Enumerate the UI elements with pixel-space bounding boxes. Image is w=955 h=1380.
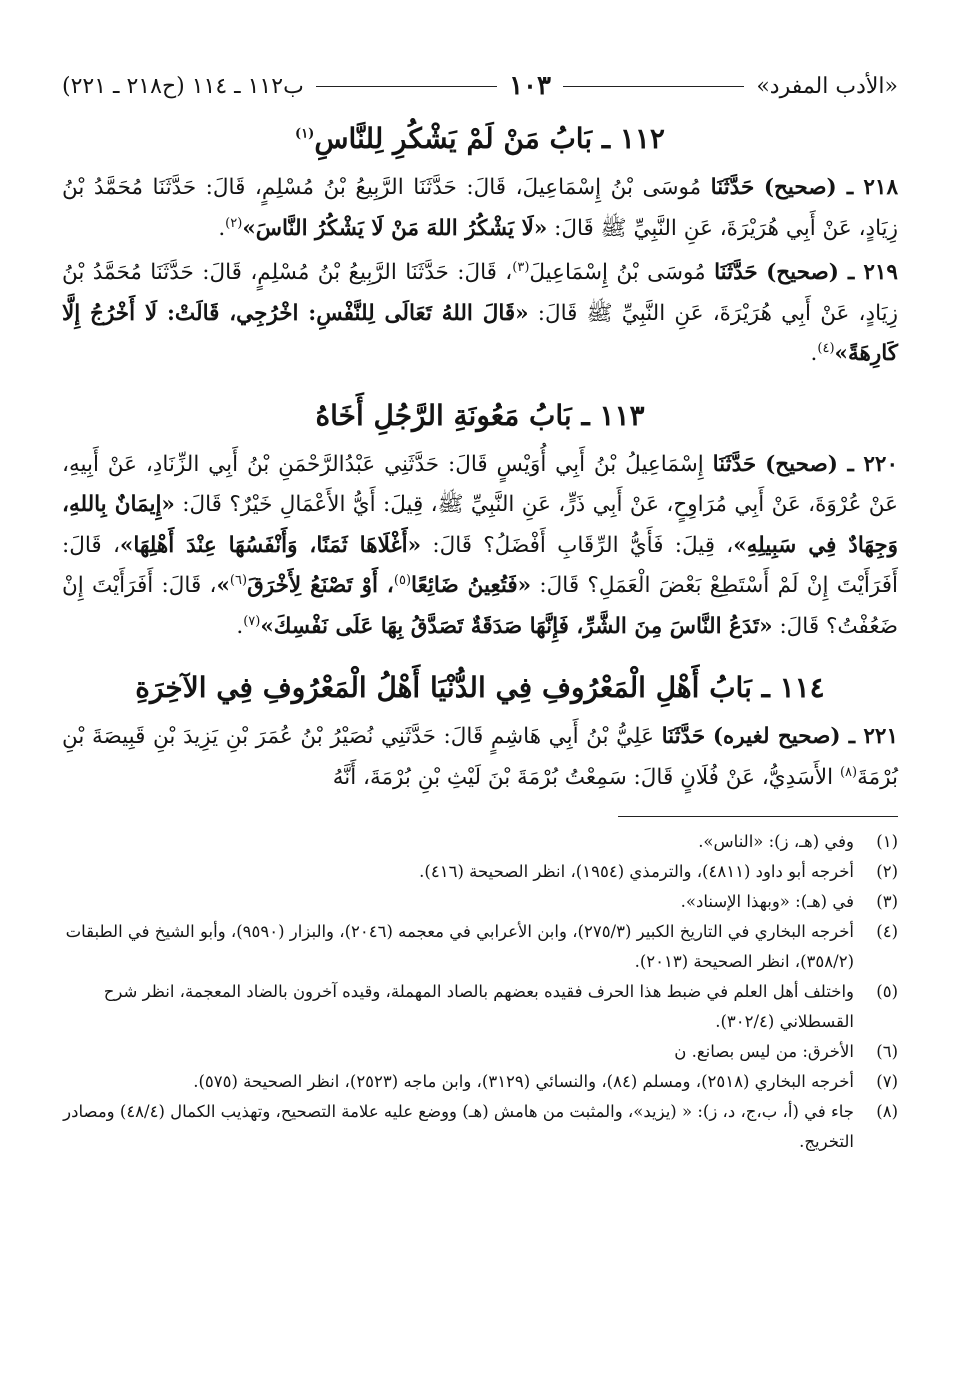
hadith-number-grade: ٢٢٠ ـ (صحيح) [765,451,898,477]
footnote-ref-5: (٥) [393,572,412,588]
matn: «قَالَ اللهُ تَعَالَى لِلنَّفْسِ: اخْرُجِي، قَالَتْ: لَا أَخْرُجُ إِلَّا كَارِهَةً» [62,300,898,366]
book-page [62,66,898,1157]
hadith-220: ٢٢٠ ـ (صحيح) حَدَّثَنَا إِسْمَاعِيلُ بْنُ أَبِي أُوَيْسٍ قَالَ: حَدَّثَنِي عَبْدُالرَّحْمَنِ بْنُ أَبِي الزِّنَادِ، عَنْ أَبِيهِ، عَنْ عُرْوَةَ، عَنْ أَبِي مُرَاوِحٍ، عَنْ أَبِي ذَرٍّ، عَنِ النَّبِيِّ ﷺ، قِيلَ: أَيُّ الأَعْمَالِ خَيْرٌ؟ قَالَ: «إِيمَانٌ بِاللهِ، وَجِهَادٌ فِي سَبِيلِهِ»، قِيلَ: فَأَيُّ الرِّقَابِ أَفْضَلُ؟ قَالَ: «أَغْلَاهَا ثَمَنًا، وَأَنْفَسُهَا عِنْدَ أَهْلِهَا»، قَالَ: أَفَرَأَيْتَ إِنْ لَمْ أَسْتَطِعْ بَعْضَ الْعَمَلِ؟ قَالَ: «فَتُعِينُ ضَائِعًا$^{(٥)}$، أَوْ تَصْنَعُ لِأَخْرَقَ$^{(٦)}$»، قَالَ: أَفَرَأَيْتَ إِنْ ضَعُفْتُ؟ قَالَ: «تَدَعُ النَّاسَ مِنَ الشَّرِّ، فَإِنَّهَا صَدَقَةٌ تَصَدَّقُ بِهَا عَلَى نَفْسِكَ»$^{(٧)}$. [62,451,899,639]
footnote: (٢) أخرجه أبو داود (٤٨١١)، والترمذي (١٩٥٤)، انظر الصحيحة (٤١٦). [419,862,898,881]
page-number: ١٠٣ [509,71,551,101]
hadith-221: ٢٢١ ـ (صحيح لغيره) حَدَّثَنَا عَلِيُّ بْنُ أَبِي هَاشِمٍ قَالَ: حَدَّثَنِي نُصَيْرُ بْنُ عُمَرَ بْنِ يَزِيدَ بْنِ قَبِيصَةَ بْنِ بُرْمَةَ$^{(٨)}$ الأَسَدِيُّ، عَنْ فُلَانٍ قَالَ: سَمِعْتُ بُرْمَةَ بْنَ لَيْثِ بْنِ بُرْمَةَ، أَنَّهُ [62,724,898,790]
isnad: إِسْمَاعِيلُ بْنُ أَبِي أُوَيْسٍ قَالَ: حَدَّثَنِي عَبْدُالرَّحْمَنِ بْنُ أَبِي الزِّنَادِ، عَنْ أَبِيهِ، عَنْ عُرْوَةَ، عَنْ أَبِي مُرَاوِحٍ، عَنْ أَبِي ذَرٍّ، عَنِ النَّبِيِّ ﷺ، قِيلَ: أَيُّ الأَعْمَالِ خَيْرٌ؟ قَالَ: [62,451,898,517]
footnote-ref-2: (٢) [225,215,243,231]
footnote-ref-8: (٨) [839,764,858,780]
footnote: (٨) جاء في (أ، ب،ج، د، ز): « (يزيد»، والمثبت من هامش (هـ) ووضع عليه علامة التصحيح، وتهذيب الكمال (٤٨/٤) ومصادر التخريج. [63,1102,898,1151]
footnote: (٤) أخرجه البخاري في التاريخ الكبير (٢٧٥/٣)، وابن الأعرابي في معجمه (٢٠٤٦)، والبزار (٩٥٩٠)، وأبو الشيخ في الطبقات (٣٥٨/٢)، انظر الصحيحة (٢٠١٣). [65,922,898,971]
isnad: مُوسَى بْنُ إِسْمَاعِيلَ [529,260,706,285]
isnad: مُوسَى بْنُ إِسْمَاعِيلَ، قَالَ: حَدَّثَنَا الرَّبِيعُ بْنُ مُسْلِمٍ، قَالَ: حَدَّثَنَا مُحَمَّدُ بْنُ زِيَادٍ، عَنْ أَبِي هُرَيْرَةَ، عَنِ النَّبِيِّ ﷺ قَالَ: [62,175,898,241]
footnotes [62,827,898,1157]
hadith-219: ٢١٩ ـ (صحيح) حَدَّثَنَا مُوسَى بْنُ إِسْمَاعِيلَ$^{(٣)}$، قَالَ: حَدَّثَنَا الرَّبِيعُ بْنُ مُسْلِمٍ، قَالَ: حَدَّثَنَا مُحَمَّدُ بْنُ زِيَادٍ، عَنْ أَبِي هُرَيْرَةَ، عَنِ النَّبِيِّ ﷺ قَالَ: «قَالَ اللهُ تَعَالَى لِلنَّفْسِ: اخْرُجِي، قَالَتْ: لَا أَخْرُجُ إِلَّا كَارِهَةً»$^{(٤)}$. [62,259,898,366]
footnote: (٦) الأخرق: من ليس بصانع. ن [674,1042,898,1061]
isnad: عَلِيُّ بْنُ أَبِي هَاشِمٍ قَالَ: حَدَّثَنِي نُصَيْرُ بْنُ عُمَرَ بْنِ يَزِيدَ بْنِ قَبِيصَةَ بْنِ بُرْمَةَ [62,724,898,790]
matn: «لَا يَشْكُرُ اللهَ مَنْ لَا يَشْكُرُ النَّاسَ» [242,215,548,241]
footnote-ref-1: (١) [295,126,315,142]
header-rule-left [316,86,497,87]
footnotes-separator [618,816,898,817]
header-rule-right [563,86,744,87]
hadith-218: ٢١٨ ـ (صحيح) حَدَّثَنَا مُوسَى بْنُ إِسْمَاعِيلَ، قَالَ: حَدَّثَنَا الرَّبِيعُ بْنُ مُسْلِمٍ، قَالَ: حَدَّثَنَا مُحَمَّدُ بْنُ زِيَادٍ، عَنْ أَبِي هُرَيْرَةَ، عَنِ النَّبِيِّ ﷺ قَالَ: «لَا يَشْكُرُ اللهَ مَنْ لَا يَشْكُرُ النَّاسَ»$^{(٢)}$. [62,175,898,241]
footnote-ref-7: (٧) [243,613,261,629]
footnote: (١) وفي (هـ، ز): «الناس». [698,832,898,851]
footnote-ref-3: (٣) [512,259,530,275]
hadith-number-grade: ٢٢١ ـ (صحيح لغيره) [712,724,898,749]
chapter-heading-113: ١١٣ ـ بَابُ مَعُونَةِ الرَّجُلِ أَخَاهُ [315,398,645,432]
footnote: (٧) أخرجه البخاري (٢٥١٨)، ومسلم (٨٤)، والنسائي (٣١٢٩)، وابن ماجه (٢٥٢٣)، انظر الصحيحة (٥٧٥). [193,1072,898,1091]
footnote: (٥) واختلف أهل العلم في ضبط هذا الحرف فقيده بعضهم بالصاد المهملة، وقيده آخرون بالضاد المعجمة، انظر شرح القسطلاني (٣٠٢/٤). [103,982,898,1031]
chapter-heading-114: ١١٤ ـ بَابُ أَهْلِ الْمَعْرُوفِ فِي الدُّنْيَا أَهْلُ الْمَعْرُوفِ فِي الآخِرَةِ [135,671,825,704]
book-title: «الأدب المفرد» [756,73,898,99]
running-header [62,66,898,106]
footnote: (٣) في (هـ): «وبهذا الإسناد». [680,892,898,911]
footnote-ref-4: (٤) [817,340,835,356]
chapter-heading-112: ١١٢ ـ بَابُ مَنْ لَمْ يَشْكُرِ لِلنَّاسِ$^{(١)}$ [295,122,665,155]
hadith-number-grade: ٢١٩ ـ (صحيح) [766,260,898,285]
footnote-ref-6: (٦) [229,572,248,588]
hadith-number-grade: ٢١٨ ـ (صحيح) [763,175,898,200]
header-range: ب١١٢ ـ ١١٤ (ح٢١٨ ـ ٢٢١) [62,73,304,99]
